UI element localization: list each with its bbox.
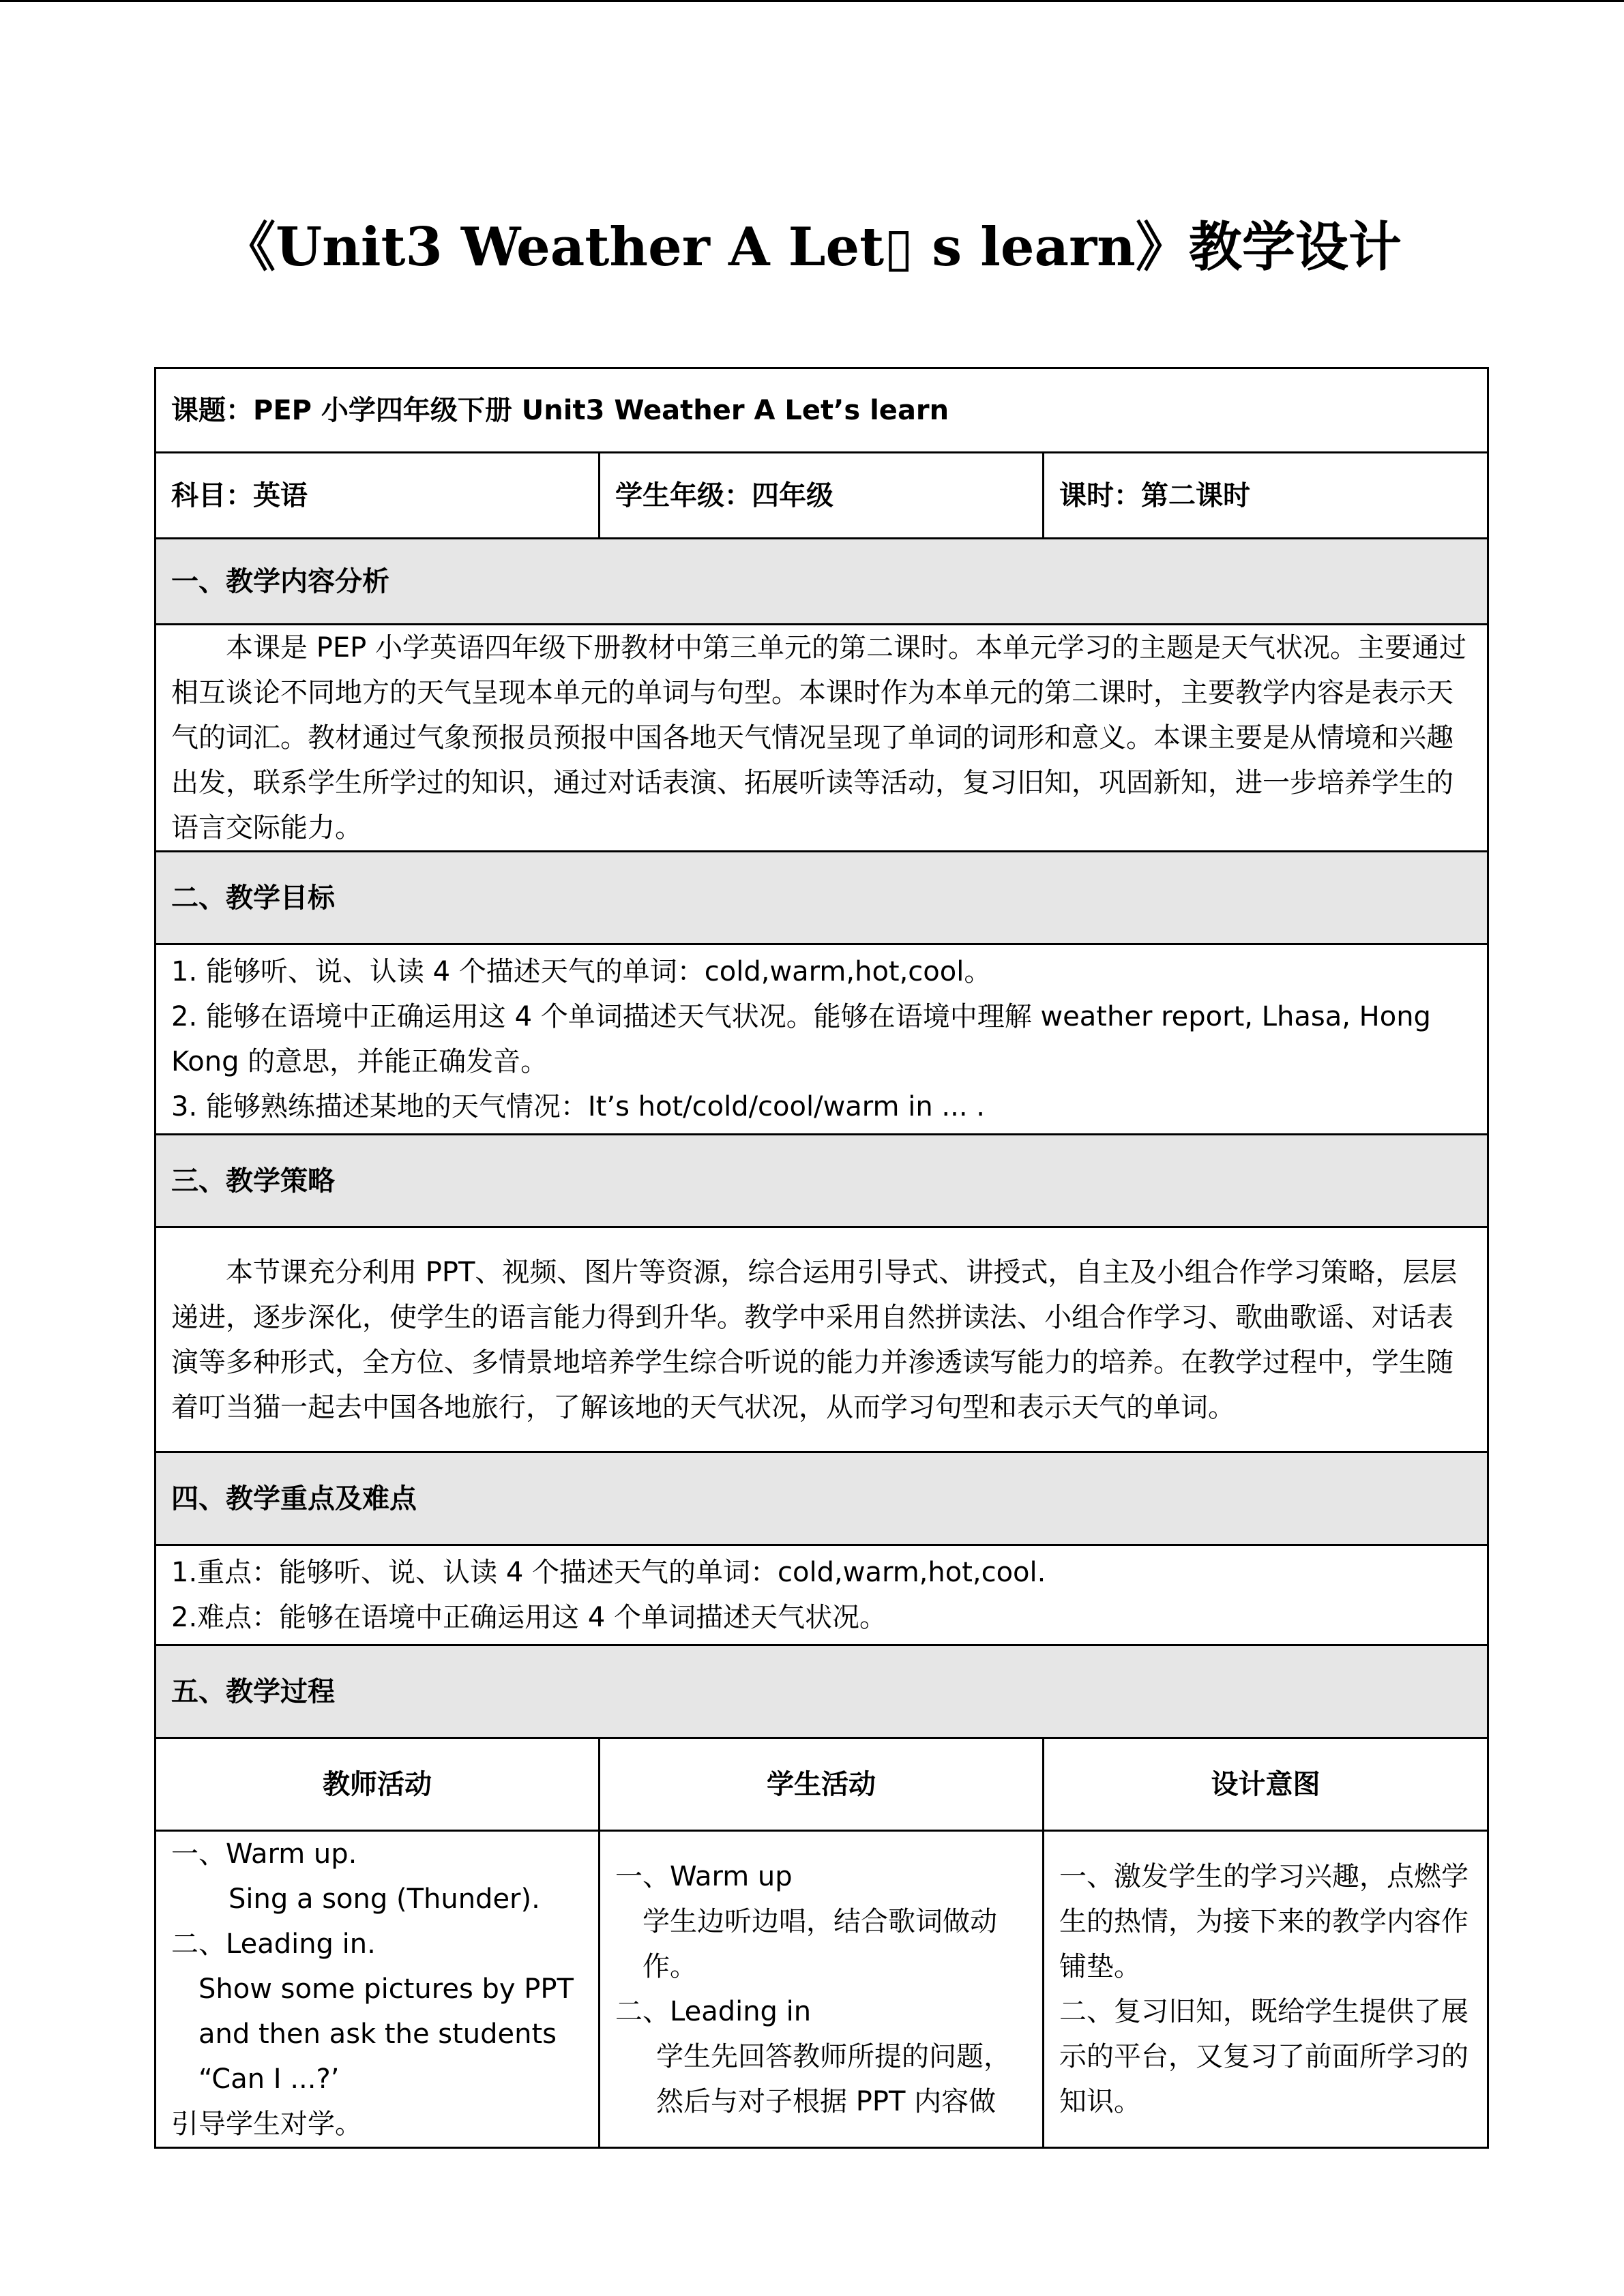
student-activity-header: 学生活动 <box>600 1738 1044 1831</box>
design-purpose-cell <box>1044 1831 1488 2148</box>
strategy-heading-row <box>156 1135 1488 1227</box>
student-step-2-detail: 学生先回答教师所提的问题，然后与对子根据 PPT 内容做 <box>656 2041 1011 2117</box>
content-analysis-heading: 一、教学内容分析 <box>156 539 1488 625</box>
goal-item-2: 2. 能够在语境中正确运用这 4 个单词描述天气状况。能够在语境中理解 weather report, Lhasa, Hong Kong 的意思，并能正确发音。 <box>171 1001 1431 1077</box>
process-heading-row <box>156 1645 1488 1738</box>
teacher-activity-cell <box>156 1831 600 2148</box>
period-cell: 课时：第二课时 <box>1044 453 1488 539</box>
lesson-plan-table <box>154 367 1489 2149</box>
document-title: 《Unit3 Weather A Let▯ s learn》教学设计 <box>222 216 1402 278</box>
process-column-headers <box>156 1738 1488 1831</box>
subject-cell: 科目：英语 <box>156 453 600 539</box>
teaching-strategy-heading: 三、教学策略 <box>156 1135 1488 1227</box>
page-top-border <box>0 0 1624 2</box>
grade-cell: 学生年级：四年级 <box>600 453 1044 539</box>
teaching-process-heading: 五、教学过程 <box>156 1645 1488 1738</box>
goals-body-row <box>156 944 1488 1135</box>
teaching-goals-heading: 二、教学目标 <box>156 852 1488 944</box>
teacher-step-1-detail: Sing a song (Thunder). <box>228 1883 540 1915</box>
teacher-step-2-note: 引导学生对学。 <box>171 2108 362 2140</box>
teaching-strategy-text: 本节课充分利用 PPT、视频、图片等资源，综合运用引导式、讲授式，自主及小组合作学习策略，层层递进，逐步深化，使学生的语言能力得到升华。教学中采用自然拼读法、小组合作学习、歌曲歌谣、对话表演等多种形式，全方位、多情景地培养学生综合听说的能力并渗透读写能力的培养。在教学过程中，学生随着叮当猫一起去中国各地旅行，了解该地的天气状况，从而学习句型和表示天气的单词。 <box>171 1256 1458 1423</box>
goals-heading-row <box>156 852 1488 944</box>
info-row <box>156 453 1488 539</box>
key-points-heading: 四、教学重点及难点 <box>156 1452 1488 1545</box>
student-step-1-detail: 学生边听边唱，结合歌词做动作。 <box>643 1906 997 1982</box>
content-analysis-cell <box>156 625 1488 852</box>
student-activity-cell <box>600 1831 1044 2148</box>
keypoints-heading-row <box>156 1452 1488 1545</box>
process-body-row <box>156 1831 1488 2148</box>
difficult-point-item: 2.难点：能够在语境中正确运用这 4 个单词描述天气状况。 <box>171 1602 887 1633</box>
teacher-step-1: 一、Warm up. <box>171 1838 357 1870</box>
purpose-item-2: 二、复习旧知，既给学生提供了展示的平台，又复习了前面所学习的知识。 <box>1059 1996 1468 2117</box>
content-heading-row <box>156 539 1488 625</box>
teacher-step-2: 二、Leading in. <box>171 1928 376 1960</box>
key-points-cell <box>156 1545 1488 1645</box>
topic-cell: 课题：PEP 小学四年级下册 Unit3 Weather A Let’s learn <box>156 368 1488 453</box>
teaching-strategy-cell <box>156 1227 1488 1452</box>
key-point-item: 1.重点：能够听、说、认读 4 个描述天气的单词：cold,warm,hot,cool. <box>171 1557 1046 1588</box>
goal-item-3: 3. 能够熟练描述某地的天气情况：It’s hot/cold/cool/warm in ... . <box>171 1091 985 1122</box>
strategy-body-row <box>156 1227 1488 1452</box>
purpose-item-1: 一、激发学生的学习兴趣，点燃学生的热情，为接下来的教学内容作铺垫。 <box>1059 1861 1468 1982</box>
student-step-2: 二、Leading in <box>615 1996 812 2027</box>
teacher-step-2-detail: Show some pictures by PPT and then ask the students “Can I ...?’ <box>198 1973 574 2095</box>
keypoints-body-row <box>156 1545 1488 1645</box>
content-analysis-text: 本课是 PEP 小学英语四年级下册教材中第三单元的第二课时。本单元学习的主题是天气状况。主要通过相互谈论不同地方的天气呈现本单元的单词与句型。本课时作为本单元的第二课时，主要教学内容是表示天气的词汇。教材通过气象预报员预报中国各地天气情况呈现了单词的词形和意义。本课主要是从情境和兴趣出发，联系学生所学过的知识，通过对话表演、拓展听读等活动，复习旧知，巩固新知，进一步培养学生的语言交际能力。 <box>171 632 1466 844</box>
student-step-1: 一、Warm up <box>615 1861 793 1892</box>
goal-item-1: 1. 能够听、说、认读 4 个描述天气的单词：cold,warm,hot,cool。 <box>171 956 992 987</box>
teacher-activity-header: 教师活动 <box>156 1738 600 1831</box>
topic-row <box>156 368 1488 453</box>
teaching-goals-cell <box>156 944 1488 1135</box>
design-purpose-header: 设计意图 <box>1044 1738 1488 1831</box>
content-body-row <box>156 625 1488 852</box>
